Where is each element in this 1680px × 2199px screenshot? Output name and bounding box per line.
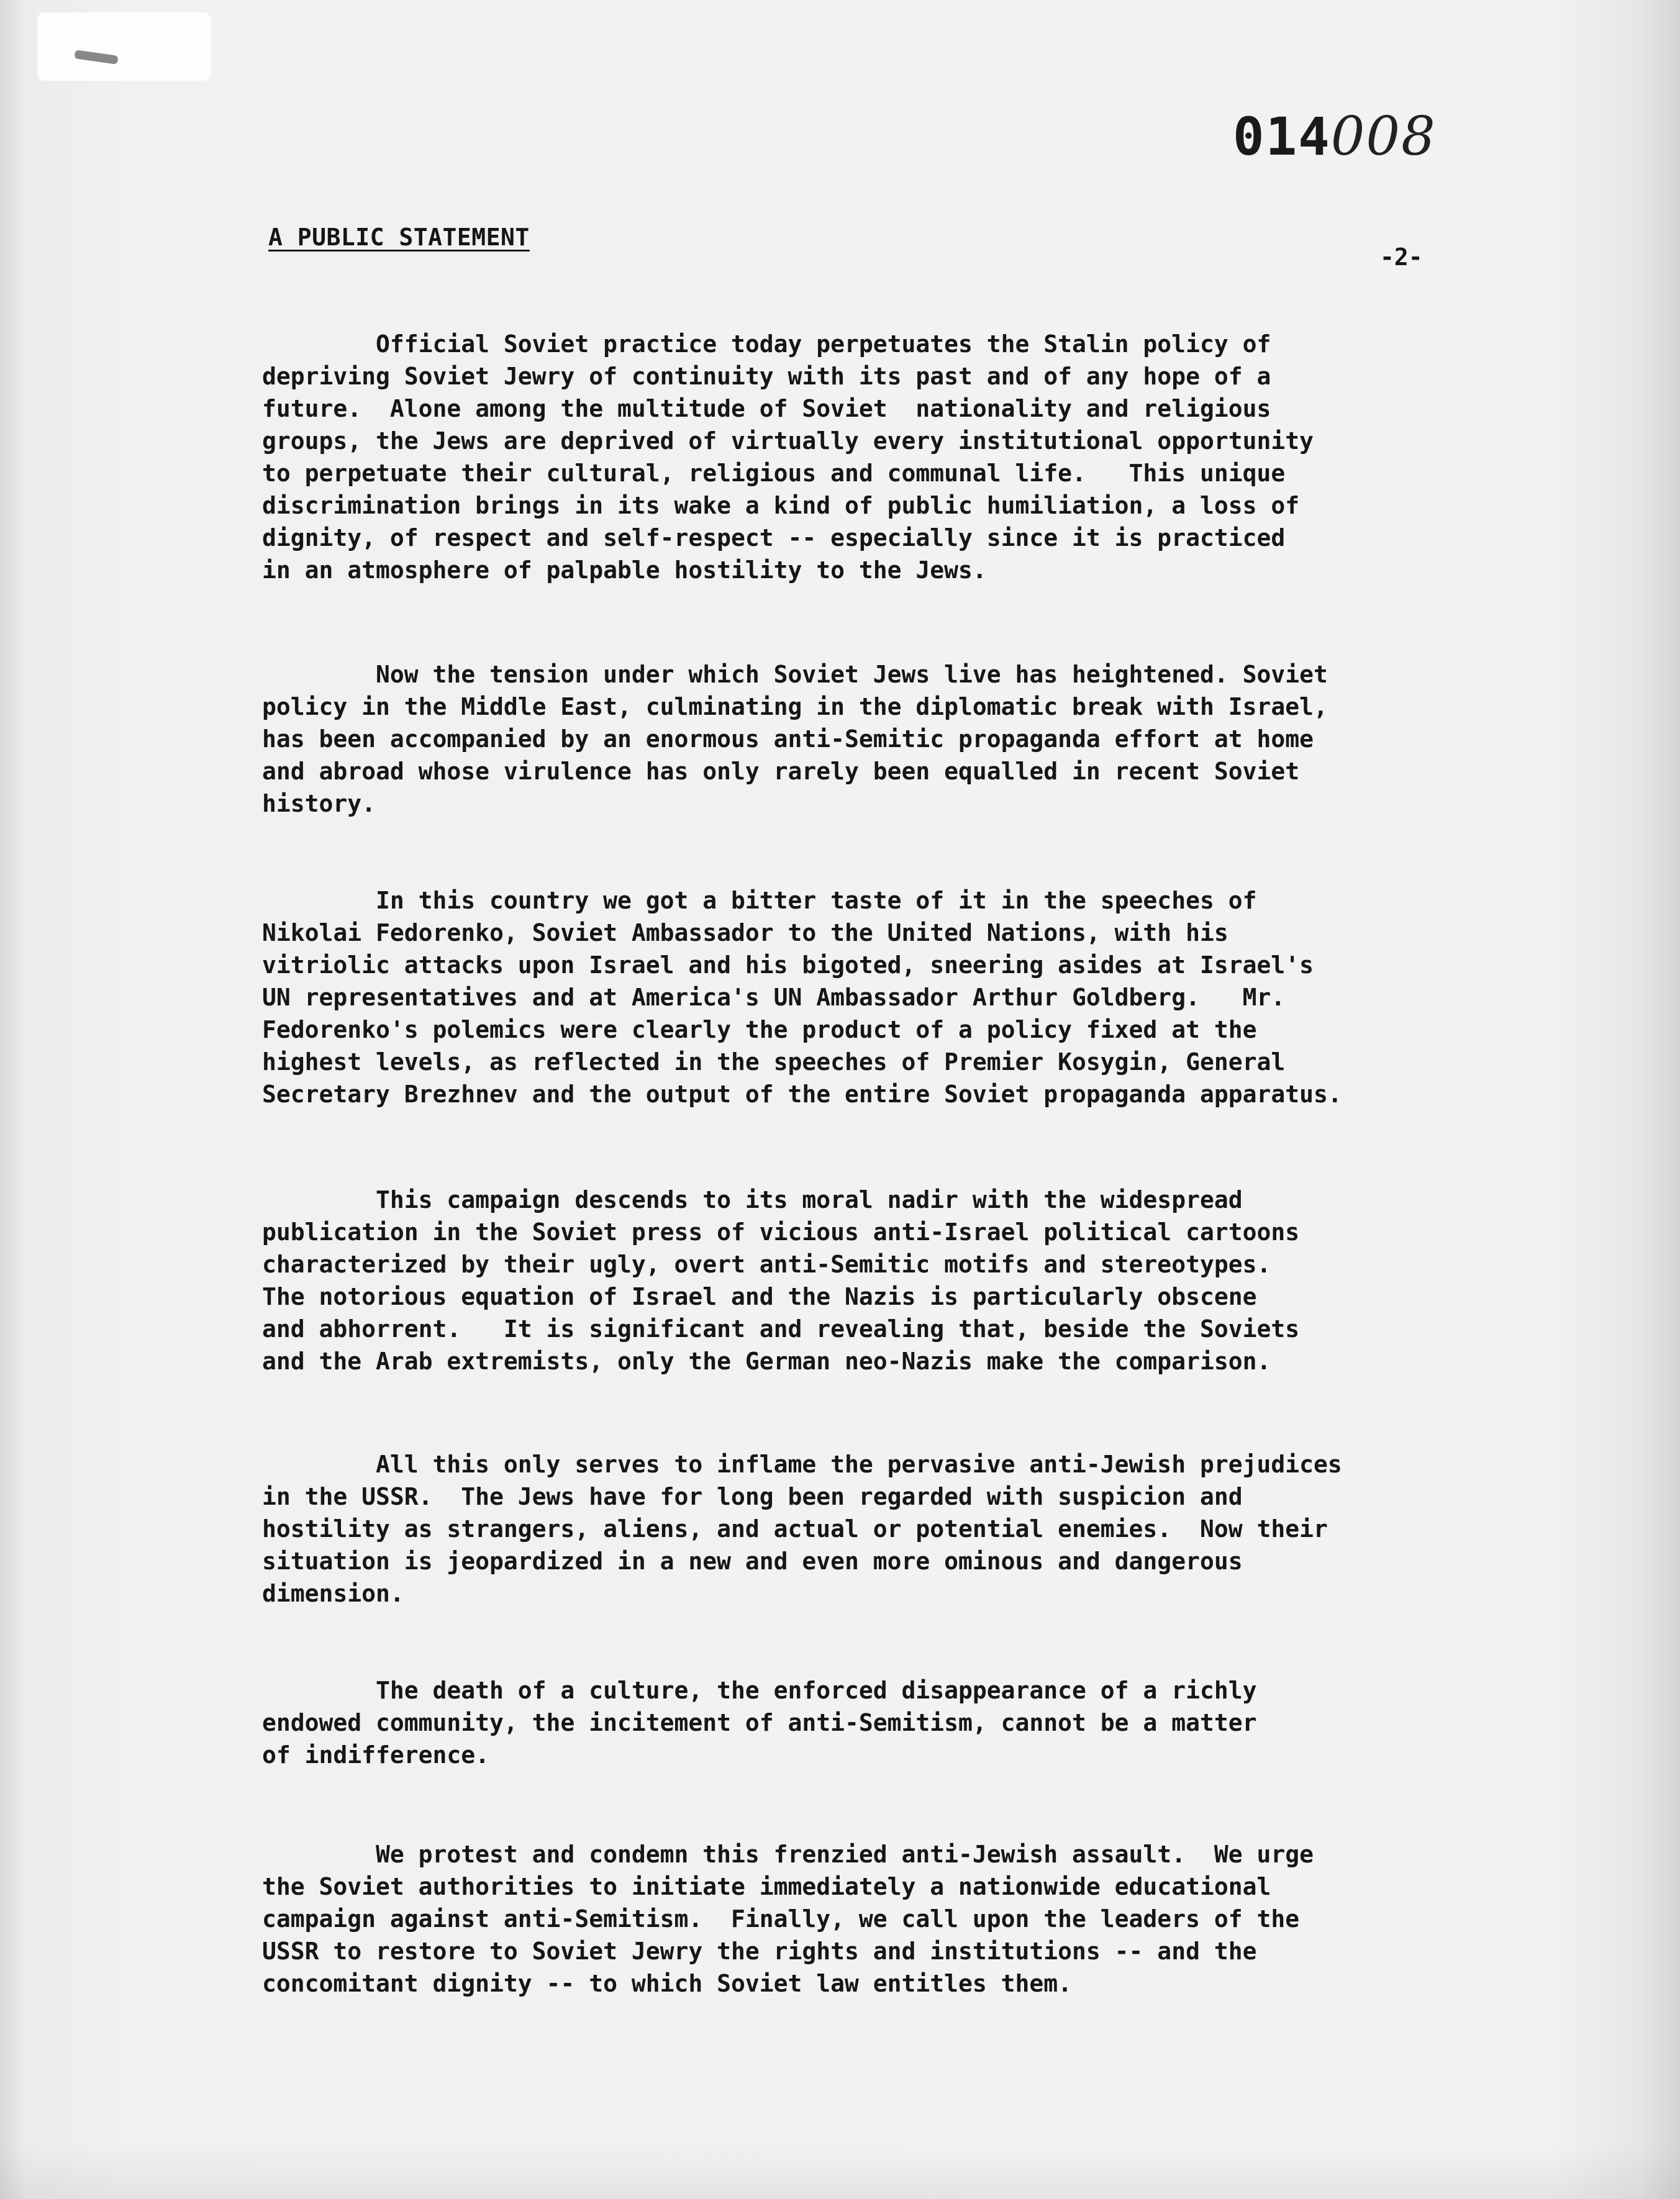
paragraph-1: Official Soviet practice today perpetuates the Stalin policy of depriving Soviet Jewry of continuity with its past and of any hope of a future. Alone among the multitude of Soviet nationality and religious groups, the Jews are deprived of virtually every institutional opportunity to perpetuate their cultural, religious and communal life. This unique discrimination brings in its wake a kind of public humiliation, a loss of dignity, of respect and self-respect -- especially since it is practiced in an atmosphere of palpable hostility to the Jews. [262,330,1314,584]
paragraph-3: In this country we got a bitter taste of it in the speeches of Nikolai Fedorenko, Soviet Ambassador to the United Nations, with his vitriolic attacks upon Israel and his bigoted, sneering asides at Israel's UN representatives and at America's UN Ambassador Arthur Goldberg. Mr. Fedorenko's polemics were clearly the product of a policy fixed at the highest levels, as reflected in the speeches of Premier Kosygin, General Secretary Brezhnev and the output of the entire Soviet propaganda apparatus. [262,887,1342,1108]
stamp-printed-digits: 014 [1233,106,1331,167]
page-number: -2- [1380,243,1423,271]
document-stamp-number [1233,106,1437,168]
paragraph-7: We protest and condemn this frenzied anti-Jewish assault. We urge the Soviet authorities to initiate immediately a nationwide educational campaign against anti-Semitism. Finally, we call upon the leaders of the USSR to restore to Soviet Jewry the rights and institutions -- and the concomitant dignity -- to which Soviet law entitles them. [262,1841,1314,1997]
paragraph-5: All this only serves to inflame the pervasive anti-Jewish prejudices in the USSR. The Jews have for long been regarded with suspicion and hostility as strangers, aliens, and actual or potential enemies. Now their situation is jeopardized in a new and even more ominous and dangerous dimension. [262,1451,1342,1607]
page-title: A PUBLIC STATEMENT [268,224,530,251]
stamp-handwritten-digits: 008 [1330,106,1437,168]
paragraph-6: The death of a culture, the enforced disappearance of a richly endowed community, the incitement of anti-Semitism, cannot be a matter of indifference. [262,1677,1257,1769]
paper-edge-shade [0,2143,1680,2199]
paragraph-4: This campaign descends to its moral nadir with the widespread publication in the Soviet press of vicious anti-Israel political cartoons characterized by their ugly, overt anti-Semitic motifs and stereotypes. The notorious equation of Israel and the Nazis is particularly obscene and abhorrent. It is significant and revealing that, beside the Soviets and the Arab extremists, only the German neo-Nazis make the comparison. [262,1186,1300,1375]
paragraph-2: Now the tension under which Soviet Jews live has heightened. Soviet policy in the Middle East, culminating in the diplomatic break with Israel, has been accompanied by an enormous anti-Semitic propaganda effort at home and abroad whose virulence has only rarely been equalled in recent Soviet history. [262,661,1328,817]
paper-smudge [37,12,211,81]
